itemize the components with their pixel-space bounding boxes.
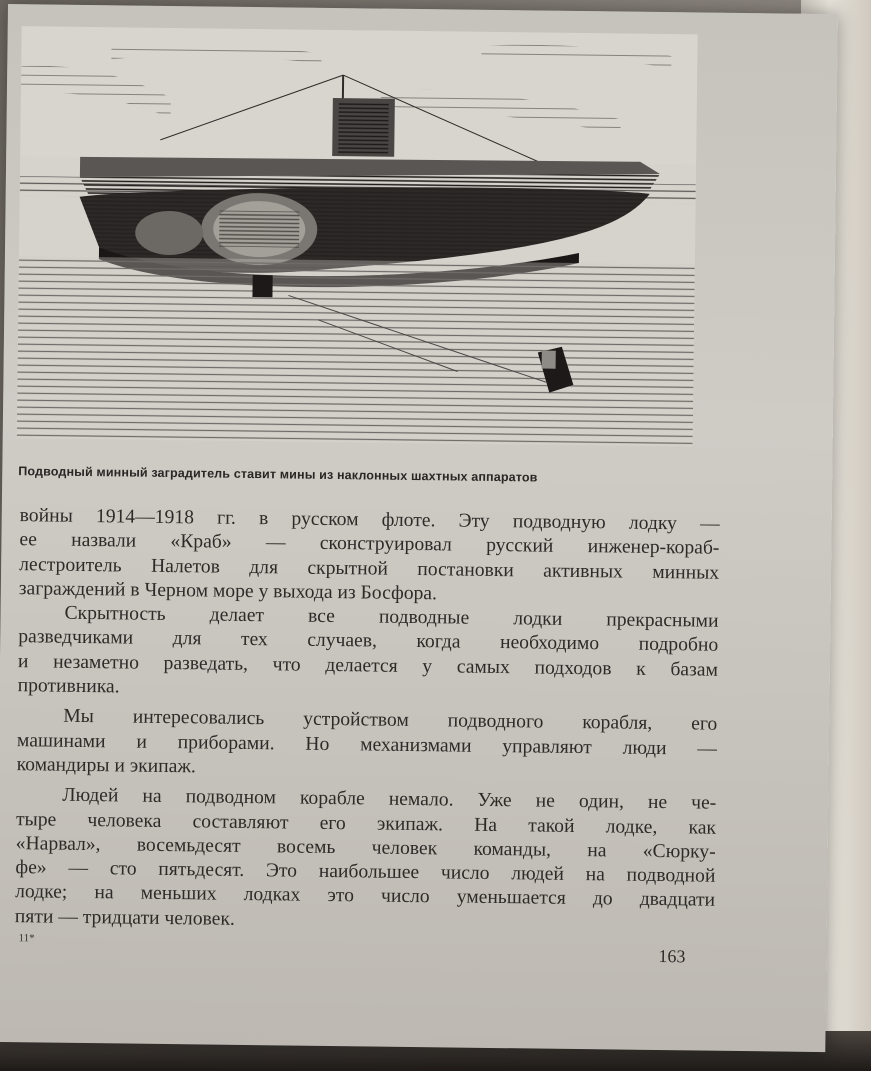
page-body-text <box>15 504 720 938</box>
text-line: командиры и экипаж. <box>16 754 196 778</box>
printer-signature: 11* <box>18 932 35 945</box>
text-line: разведчиками для тех случаев, когда необходимо подробно <box>18 626 719 657</box>
submarine-engraving <box>17 26 698 446</box>
text-line: войны 1914—1918 гг. в русском флоте. Эту подводную лодку — <box>19 505 720 535</box>
text-line: Скрытность делает все подводные лодки прекрасными <box>64 602 719 632</box>
text-line: «Нарвал», восемьдесят восемь человек команды, на «Сюрку- <box>15 833 716 863</box>
text-line: машинами и приборами. Но механизмами управляют люди — <box>16 729 718 760</box>
text-line: Мы интересовались устройством подводного корабля, его <box>63 706 718 736</box>
text-line: ее назвали «Краб» — сконструировал русский инженер-кораб- <box>19 529 720 560</box>
text-line: фе» — сто пятьдесят. Это наибольшее число людей на подводной <box>15 857 716 887</box>
text-line: и незаметно разведать, что делается у самых подходов к базам <box>17 650 719 681</box>
text-line: заграждений в Черном море у выхода из Босфора. <box>18 578 438 605</box>
text-line: лодке; на меньших лодках это число уменьшается до двадцати <box>15 881 716 912</box>
text-line: тыре человека составляют его экипаж. На такой лодке, как <box>15 808 717 839</box>
book-page <box>0 4 838 1052</box>
illustration-caption: Подводный минный заградитель ставит мины из наклонных шахтных аппаратов <box>18 464 538 485</box>
text-line: пяти — тридцати человек. <box>14 905 235 930</box>
text-line: лестроитель Налетов для скрытной постановки активных минных <box>19 553 720 584</box>
page-number: 163 <box>658 946 686 967</box>
text-line: Людей на подводном корабле немало. Уже не один, не че- <box>62 784 717 814</box>
text-line: противника. <box>17 675 120 698</box>
submarine-illustration <box>17 26 698 446</box>
